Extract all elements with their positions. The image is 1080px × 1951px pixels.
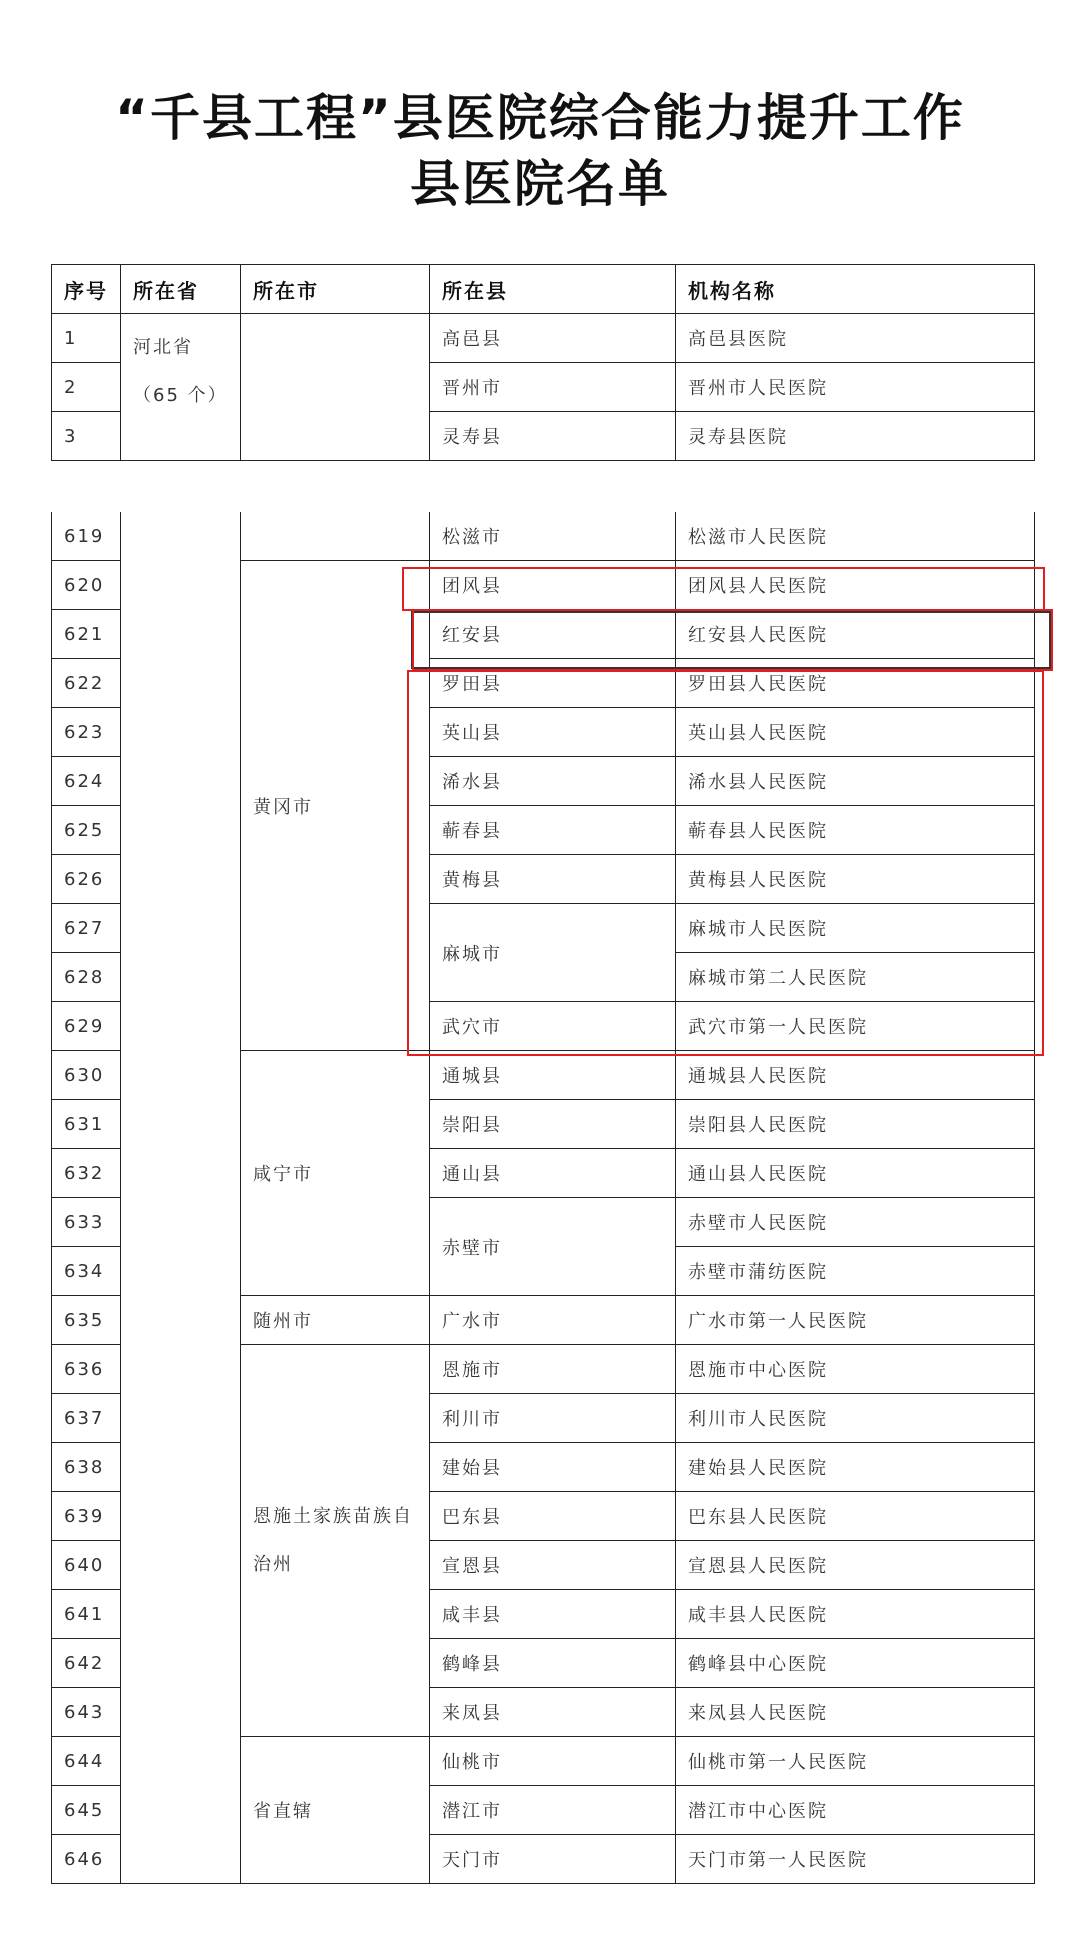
- cell-county: 巴东县: [430, 1492, 676, 1541]
- header-province: 所在省: [121, 265, 241, 314]
- cell-county: 英山县: [430, 708, 676, 757]
- cell-county: 天门市: [430, 1835, 676, 1884]
- city-name-line1: 恩施土家族苗族自: [253, 1505, 413, 1527]
- hospital-table-head-section: [51, 264, 1035, 461]
- cell-seq: 643: [52, 1688, 121, 1737]
- header-seq: 序号: [52, 265, 121, 314]
- cell-seq: 1: [52, 314, 121, 363]
- cell-institution: 武穴市第一人民医院: [676, 1002, 1035, 1051]
- cell-county: 潜江市: [430, 1786, 676, 1835]
- cell-seq: 620: [52, 561, 121, 610]
- cell-seq: 632: [52, 1149, 121, 1198]
- cell-institution: 鹤峰县中心医院: [676, 1639, 1035, 1688]
- cell-seq: 630: [52, 1051, 121, 1100]
- cell-county: 蕲春县: [430, 806, 676, 855]
- document-title-line2: 县医院名单: [410, 155, 670, 213]
- table-header-row: [52, 265, 1035, 314]
- cell-institution: 仙桃市第一人民医院: [676, 1737, 1035, 1786]
- cell-institution: 团风县人民医院: [676, 561, 1035, 610]
- cell-institution: 天门市第一人民医院: [676, 1835, 1035, 1884]
- cell-seq: 642: [52, 1639, 121, 1688]
- cell-province-empty: [121, 512, 241, 1884]
- cell-institution: 红安县人民医院: [676, 610, 1035, 659]
- cell-county: 武穴市: [430, 1002, 676, 1051]
- cell-seq: 645: [52, 1786, 121, 1835]
- cell-seq: 628: [52, 953, 121, 1002]
- cell-seq: 623: [52, 708, 121, 757]
- hospital-table-hubei-section: [51, 512, 1035, 1884]
- cell-county: 宣恩县: [430, 1541, 676, 1590]
- cell-seq: 638: [52, 1443, 121, 1492]
- cell-seq: 646: [52, 1835, 121, 1884]
- cell-institution: 潜江市中心医院: [676, 1786, 1035, 1835]
- cell-institution: 来凤县人民医院: [676, 1688, 1035, 1737]
- cell-institution: 恩施市中心医院: [676, 1345, 1035, 1394]
- table-row: [52, 314, 1035, 363]
- province-name: 河北省: [133, 337, 193, 358]
- cell-city: 黄冈市: [241, 561, 430, 1051]
- cell-seq: 640: [52, 1541, 121, 1590]
- cell-city: 省直辖: [241, 1737, 430, 1884]
- cell-institution: 高邑县医院: [676, 314, 1035, 363]
- cell-institution: 英山县人民医院: [676, 708, 1035, 757]
- cell-institution: 松滋市人民医院: [676, 512, 1035, 561]
- cell-seq: 626: [52, 855, 121, 904]
- cell-county: 来凤县: [430, 1688, 676, 1737]
- header-city: 所在市: [241, 265, 430, 314]
- cell-city-empty: [241, 314, 430, 461]
- cell-institution: 浠水县人民医院: [676, 757, 1035, 806]
- cell-county: 罗田县: [430, 659, 676, 708]
- cell-institution: 灵寿县医院: [676, 412, 1035, 461]
- cell-institution: 罗田县人民医院: [676, 659, 1035, 708]
- cell-county: 赤壁市: [430, 1198, 676, 1296]
- cell-county: 通城县: [430, 1051, 676, 1100]
- cell-county: 黄梅县: [430, 855, 676, 904]
- header-county: 所在县: [430, 265, 676, 314]
- table-row: [52, 512, 1035, 561]
- header-institution: 机构名称: [676, 265, 1035, 314]
- cell-county: 团风县: [430, 561, 676, 610]
- province-count: （65 个）: [133, 385, 228, 406]
- cell-county: 灵寿县: [430, 412, 676, 461]
- cell-county: 恩施市: [430, 1345, 676, 1394]
- cell-county: 鹤峰县: [430, 1639, 676, 1688]
- cell-institution: 崇阳县人民医院: [676, 1100, 1035, 1149]
- cell-seq: 2: [52, 363, 121, 412]
- cell-county: 浠水县: [430, 757, 676, 806]
- cell-seq: 634: [52, 1247, 121, 1296]
- cell-seq: 621: [52, 610, 121, 659]
- cell-institution: 广水市第一人民医院: [676, 1296, 1035, 1345]
- cell-seq: 3: [52, 412, 121, 461]
- cell-institution: 赤壁市人民医院: [676, 1198, 1035, 1247]
- cell-county: 崇阳县: [430, 1100, 676, 1149]
- cell-seq: 635: [52, 1296, 121, 1345]
- cell-institution: 咸丰县人民医院: [676, 1590, 1035, 1639]
- cell-county: 咸丰县: [430, 1590, 676, 1639]
- cell-city: [241, 1345, 430, 1737]
- cell-county: 松滋市: [430, 512, 676, 561]
- cell-institution: 利川市人民医院: [676, 1394, 1035, 1443]
- cell-seq: 644: [52, 1737, 121, 1786]
- cell-institution: 通城县人民医院: [676, 1051, 1035, 1100]
- cell-county: 建始县: [430, 1443, 676, 1492]
- cell-seq: 619: [52, 512, 121, 561]
- cell-seq: 627: [52, 904, 121, 953]
- cell-seq: 625: [52, 806, 121, 855]
- cell-institution: 通山县人民医院: [676, 1149, 1035, 1198]
- cell-seq: 641: [52, 1590, 121, 1639]
- cell-seq: 622: [52, 659, 121, 708]
- cell-institution: 建始县人民医院: [676, 1443, 1035, 1492]
- city-name-line2: 治州: [253, 1553, 293, 1575]
- cell-institution: 赤壁市蒲纺医院: [676, 1247, 1035, 1296]
- cell-county: 仙桃市: [430, 1737, 676, 1786]
- cell-city: 咸宁市: [241, 1051, 430, 1296]
- cell-city-empty: [241, 512, 430, 561]
- cell-institution: 晋州市人民医院: [676, 363, 1035, 412]
- document-title-line1: “千县工程”县医院综合能力提升工作: [115, 89, 965, 147]
- cell-seq: 636: [52, 1345, 121, 1394]
- cell-seq: 639: [52, 1492, 121, 1541]
- cell-county: 晋州市: [430, 363, 676, 412]
- cell-institution: 宣恩县人民医院: [676, 1541, 1035, 1590]
- cell-county: 广水市: [430, 1296, 676, 1345]
- cell-county: 麻城市: [430, 904, 676, 1002]
- cell-county: 利川市: [430, 1394, 676, 1443]
- cell-seq: 633: [52, 1198, 121, 1247]
- cell-institution: 蕲春县人民医院: [676, 806, 1035, 855]
- cell-institution: 麻城市人民医院: [676, 904, 1035, 953]
- cell-institution: 巴东县人民医院: [676, 1492, 1035, 1541]
- cell-institution: 黄梅县人民医院: [676, 855, 1035, 904]
- cell-province: [121, 314, 241, 461]
- cell-city: 随州市: [241, 1296, 430, 1345]
- cell-seq: 631: [52, 1100, 121, 1149]
- cell-seq: 624: [52, 757, 121, 806]
- cell-county: 红安县: [430, 610, 676, 659]
- cell-institution: 麻城市第二人民医院: [676, 953, 1035, 1002]
- cell-seq: 637: [52, 1394, 121, 1443]
- cell-seq: 629: [52, 1002, 121, 1051]
- cell-county: 通山县: [430, 1149, 676, 1198]
- cell-county: 高邑县: [430, 314, 676, 363]
